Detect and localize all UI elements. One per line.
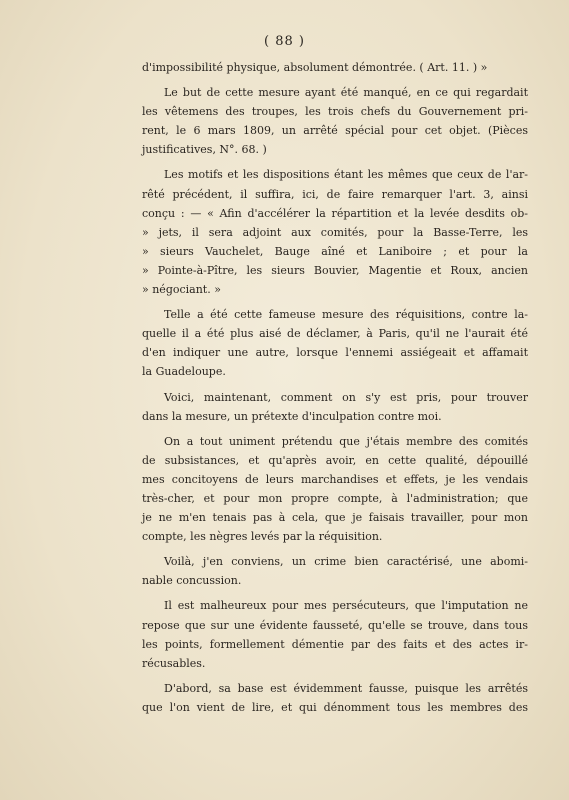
- text-line: Il est malheureux pour mes persécuteurs, que l'imputation ne: [164, 599, 528, 613]
- paragraph: [142, 679, 528, 717]
- paragraph: [142, 165, 528, 299]
- text-line: d'impossibilité physique, absolument démontrée. ( Art. 11. ) »: [142, 61, 488, 74]
- text-line: D'abord, sa base est évidemment fausse, puisque les arrêtés: [164, 681, 528, 695]
- text-line: je ne m'en tenais pas à cela, que je faisais travailler, pour mon: [142, 511, 528, 525]
- text-line: quelle il a été plus aisé de déclamer, à Paris, qu'il ne l'aurait été: [142, 327, 528, 341]
- text-line: d'en indiquer une autre, lorsque l'ennemi assiégeait et affamait: [142, 346, 528, 360]
- text-line: les points, formellement démentie par des faits et des actes ir-: [142, 637, 528, 651]
- text-line: dans la mesure, un prétexte d'inculpation contre moi.: [142, 409, 442, 423]
- paragraph: [142, 432, 528, 547]
- paragraph: [142, 388, 528, 426]
- text-line: Telle a été cette fameuse mesure des réquisitions, contre la-: [164, 308, 528, 322]
- paragraph: [142, 83, 528, 159]
- text-line: » jets, il sera adjoint aux comités, pour la Basse-Terre, les: [142, 225, 528, 239]
- text-line: la Guadeloupe.: [142, 365, 226, 379]
- paragraph: [142, 305, 528, 381]
- text-line: justificatives, N°. 68. ): [142, 143, 267, 157]
- text-line: de subsistances, et qu'après avoir, en cette qualité, dépouillé: [142, 453, 528, 467]
- body-text: [142, 58, 528, 717]
- text-line: que l'on vient de lire, et qui dénomment tous les membres des: [142, 700, 528, 714]
- text-line: récusables.: [142, 656, 206, 670]
- text-line: conçu : — « Afin d'accélérer la répartition et la levée desdits ob-: [142, 206, 528, 220]
- paragraph: [142, 552, 528, 590]
- text-line: On a tout uniment prétendu que j'étais membre des comités: [164, 434, 528, 448]
- text-line: repose que sur une évidente fausseté, qu'elle se trouve, dans tous: [142, 618, 528, 632]
- text-line: nable concussion.: [142, 574, 242, 588]
- text-line: » Pointe-à-Pître, les sieurs Bouvier, Magentie et Roux, ancien: [142, 263, 528, 277]
- text-line: » sieurs Vauchelet, Bauge aîné et Laniboire ; et pour la: [142, 244, 528, 258]
- text-line: rêté précédent, il suffira, ici, de faire remarquer l'art. 3, ainsi: [142, 187, 528, 201]
- text-line: Les motifs et les dispositions étant les mêmes que ceux de l'ar-: [164, 168, 528, 182]
- text-line: Voilà, j'en conviens, un crime bien caractérisé, une abomi-: [164, 555, 528, 569]
- text-line: très-cher, et pour mon propre compte, à l'administration; que: [142, 491, 528, 505]
- text-line: les vêtemens des troupes, les trois chefs du Gouvernement pri-: [142, 105, 528, 119]
- text-line: compte, les nègres levés par la réquisition.: [142, 530, 383, 544]
- text-line: Voici, maintenant, comment on s'y est pris, pour trouver: [164, 390, 528, 404]
- paragraph: [142, 596, 528, 672]
- text-line: rent, le 6 mars 1809, un arrêté spécial pour cet objet. (Pièces: [142, 124, 528, 138]
- paragraph: [142, 58, 528, 77]
- page-number: ( 88 ): [264, 34, 305, 49]
- text-line: mes concitoyens de leurs marchandises et effets, je les vendais: [142, 472, 528, 486]
- text-line: Le but de cette mesure ayant été manqué, en ce qui regardait: [164, 86, 528, 100]
- text-line: » négociant. »: [142, 283, 221, 297]
